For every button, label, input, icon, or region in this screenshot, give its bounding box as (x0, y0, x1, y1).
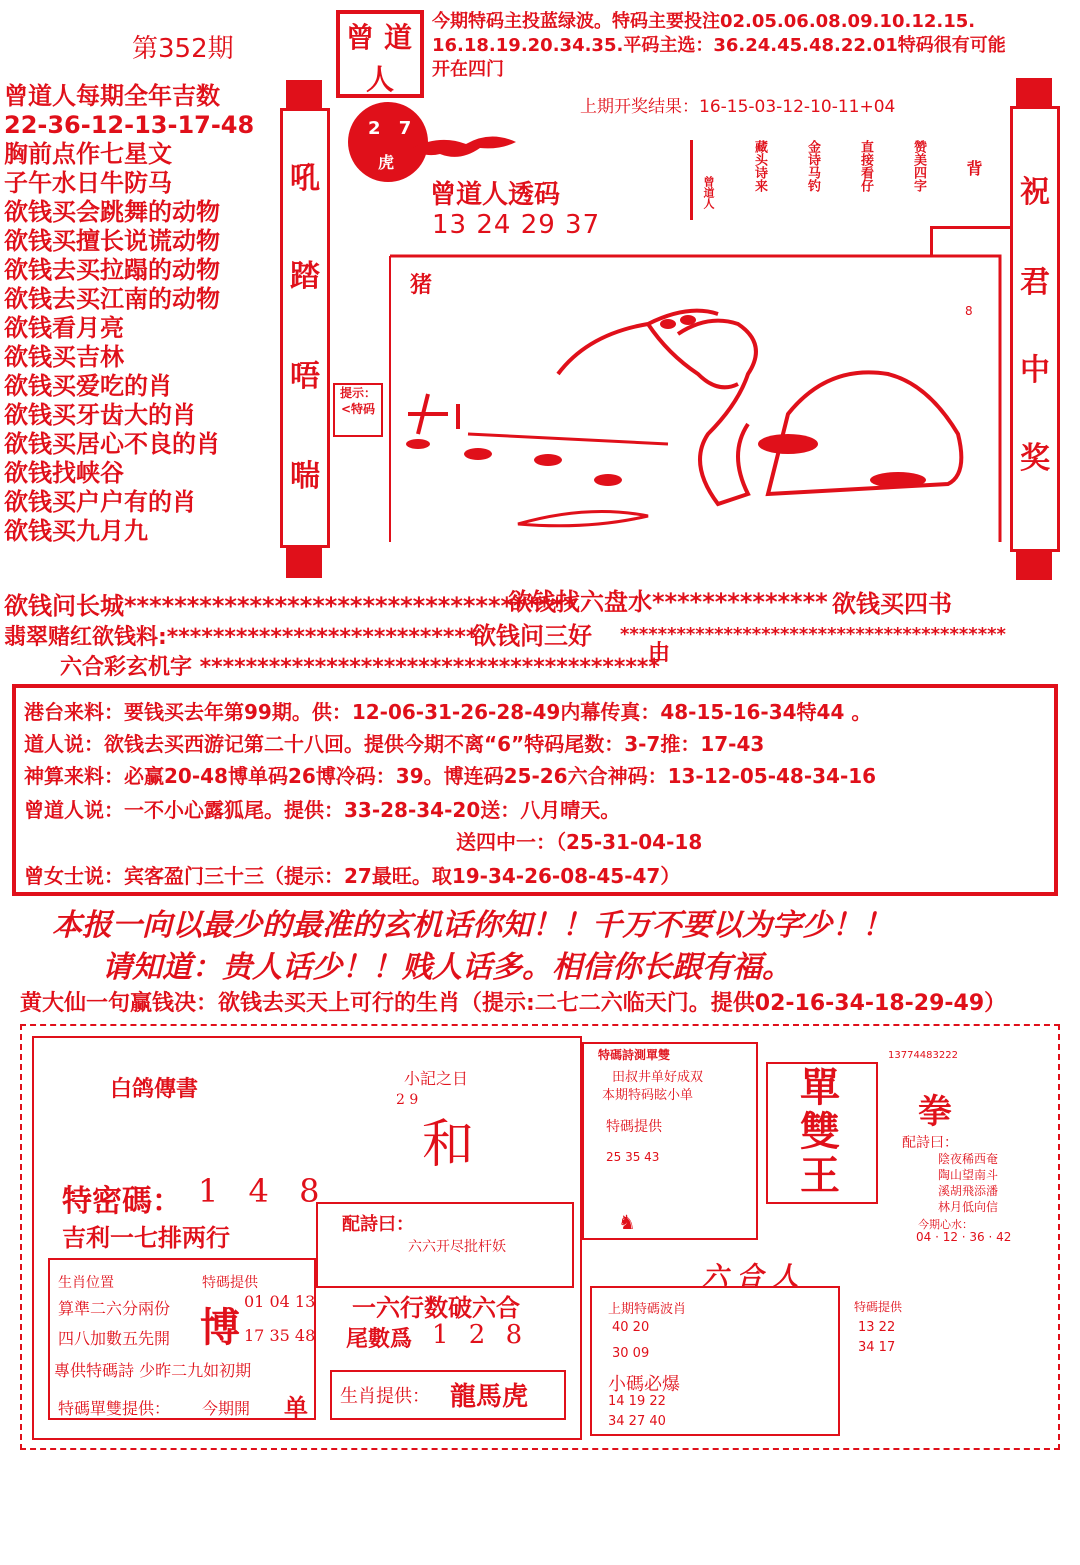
info-row: 港台来料：要钱买去年第99期。供：12-06-31-26-28-49内幕传真：48-15-16-34特44 。 (24, 700, 872, 724)
left-list-item: 欲钱去买江南的动物 (4, 285, 220, 313)
stamp-char: 人 (366, 63, 395, 96)
tg-nums: 17 35 48 (244, 1326, 316, 1345)
reveal-numbers: 13 24 29 37 (432, 210, 601, 240)
info-row: 送四中一：（25-31-04-18 (456, 830, 703, 854)
poem-col: 藏头诗来 (752, 140, 767, 192)
slogan: 本报一向以最少的最准的玄机话你知！！千万不要以为字少！！ (52, 908, 892, 943)
ds-label: 特碼單雙提供： (58, 1399, 171, 1418)
mid-line-2c: ***************************************** (620, 624, 1006, 645)
mid-line-2a: 翡翠赌红欲钱料:*************************** (4, 625, 478, 650)
notice-line: 16.18.19.20.34.35.平码主选：36.24.45.48.22.01特码很有可能 (432, 35, 1006, 56)
sc-title: 上期特碼波肖 (608, 1302, 687, 1317)
notice-line: 开在四门 (432, 59, 504, 80)
left-list-item: 欲钱看月亮 (4, 314, 124, 342)
left-list-item: 欲钱买居心不良的肖 (4, 430, 220, 458)
sx-title: 生肖位置 (58, 1275, 114, 1291)
tg-nums: 01 04 13 (244, 1292, 316, 1311)
right-scroll-cap-top (1016, 78, 1052, 106)
te-label: 特密碼： (62, 1184, 182, 1219)
left-list-item: 欲钱买九月九 (4, 517, 148, 545)
center-nums: 2 9 (396, 1092, 419, 1108)
mid-line-1a: 欲钱问长城************************************ (4, 592, 576, 620)
bj-title: 白鸽傳書 (110, 1076, 199, 1102)
sc-nums: 30 09 (612, 1346, 650, 1361)
info-row: 曾道人说：一不小心露狐尾。提供：33-28-34-20送：八月晴天。 (24, 798, 621, 822)
left-list-item: 欲钱买会跳舞的动物 (4, 198, 220, 226)
logo-stamp (336, 10, 424, 98)
huang-line: 黄大仙一句赢钱决：欲钱去买天上可行的生肖（提示:二七二六临天门。提供02-16-34-18-29-49） (20, 991, 1007, 1016)
tm-line: 田叔井单好成双 (612, 1070, 704, 1085)
scroll-char: 喘 (290, 459, 320, 494)
tm-line: 本期特码眩小单 (602, 1088, 694, 1103)
poem-r: 溪胡飛添潘 (938, 1184, 999, 1198)
rb-nums: 13 22 (858, 1320, 896, 1335)
left-scroll (280, 108, 330, 548)
left-list-item: 子午水日牛防马 (4, 169, 172, 197)
mid-line-1b: 欲钱找六盘水************** (508, 588, 828, 616)
mid-line-2b: 欲钱问三好 (472, 622, 592, 650)
xm-nums: 34 27 40 (608, 1414, 666, 1429)
top-notice (432, 10, 1072, 82)
scroll-char: 祝 (1020, 175, 1050, 210)
scroll-char: 唔 (290, 359, 320, 394)
poem-r: 陰夜稀西奄 (938, 1152, 999, 1166)
jq-label: 今期心水： (918, 1218, 973, 1231)
sxp-vals: 龍馬虎 (450, 1382, 529, 1412)
stamp-char: 曾 (346, 21, 375, 54)
hint-box: 提示：<特码 (333, 383, 383, 437)
dsw-char: 單 (800, 1064, 840, 1111)
poem-r: 陶山望南斗 (938, 1168, 999, 1182)
slogan: 请知道：贵人话少！！贱人话多。相信你长跟有福。 (102, 950, 792, 985)
liuhe-banner: 六 合 人 (702, 1262, 799, 1292)
left-list (4, 82, 279, 546)
ds-val: 单 (284, 1393, 308, 1422)
tm-tg: 特碼提供 (606, 1119, 662, 1135)
tg-title: 特碼提供 (202, 1275, 258, 1291)
cloud-icon (410, 128, 520, 168)
mid-line-3b: 由 (648, 641, 671, 666)
info-row: 道人说：欲钱去买西游记第二十八回。提供今期不离“6”特码尾数：3-7推：17-43 (24, 732, 765, 756)
horse-icon: ♞ (618, 1210, 636, 1234)
notice-line: 今期特码主投蓝绿波。特码主要投注02.05.06.08.09.10.12.15. (432, 11, 976, 32)
left-list-item: 欲钱去买拉蹋的动物 (4, 256, 220, 284)
art-label-pig: 猪 (410, 273, 433, 298)
dsw-char: 王 (800, 1152, 840, 1199)
left-list-item: 欲钱找峡谷 (4, 459, 124, 487)
left-list-item: 欲钱买户户有的肖 (4, 488, 196, 516)
scroll-char: 中 (1020, 353, 1050, 388)
art-illustration (388, 254, 1003, 544)
scroll-char: 君 (1020, 265, 1050, 300)
info-row: 曾女士说：宾客盈门三十三（提示：27最旺。取19-34-26-08-45-47） (24, 864, 681, 888)
sx-line: 四八加數五先開 (58, 1329, 171, 1348)
left-list-item: 欲钱买牙齿大的肖 (4, 401, 196, 429)
jl-line: 吉利一七排两行 (62, 1223, 230, 1252)
poem-r: 林月低向信 (938, 1200, 999, 1214)
tm-poem: 專供特碼詩 少昨二九如初期 (54, 1361, 252, 1380)
yl-line: 一六行数破六合 (352, 1294, 520, 1322)
right-char: 拳 (918, 1092, 952, 1132)
last-result: 上期开奖结果：16-15-03-12-10-11+04 (580, 97, 896, 117)
sxp-label: 生肖提供： (340, 1386, 430, 1407)
dsw-char: 雙 (800, 1108, 840, 1155)
left-list-item: 欲钱买爱吃的肖 (4, 372, 172, 400)
sc-nums: 40 20 (612, 1320, 650, 1335)
jq-nums: 04 · 12 · 36 · 42 (916, 1230, 1012, 1244)
poem-col: 直接看仔 (858, 140, 873, 192)
pei2-label: 配詩曰： (902, 1135, 958, 1151)
poem-col: 背 (964, 160, 983, 176)
scroll-char: 踏 (290, 259, 320, 294)
left-list-item: 欲钱买擅长说谎动物 (4, 227, 220, 255)
left-scroll-cap-bottom (286, 548, 322, 578)
scroll-char: 奖 (1020, 441, 1050, 476)
moon-numbers: 2 7 (368, 118, 418, 139)
right-scroll-cap-bottom (1016, 552, 1052, 580)
poem-col: 金诗马钓 (805, 140, 820, 192)
tm-title: 特碼詩測單雙 (598, 1048, 671, 1062)
vertical-poem (700, 140, 985, 209)
left-scroll-cap-top (286, 80, 322, 108)
phone: 13774483222 (888, 1050, 958, 1061)
poem-col: 赞美四字 (911, 140, 926, 192)
left-list-item: 22-36-12-13-17-48 (4, 111, 255, 139)
moon-zodiac: 虎 (378, 153, 395, 172)
poem-frame (930, 226, 1013, 257)
bottom-panel (20, 1024, 1060, 1450)
rb-title: 特碼提供 (854, 1300, 903, 1314)
art-scene (388, 254, 1003, 544)
left-list-item: 胸前点作七星文 (4, 140, 172, 168)
left-list-item: 曾道人每期全年吉数 (4, 82, 220, 110)
poem-col: 曾道人 (702, 176, 715, 209)
center-top: 小記之日 (404, 1069, 469, 1088)
pei-label: 配詩曰： (342, 1214, 414, 1235)
tg-big: 博 (200, 1304, 240, 1351)
stamp-char: 道 (384, 21, 413, 54)
ws-nums: 1 2 8 (432, 1320, 529, 1350)
pei-line: 六六开尽批杆妖 (408, 1239, 506, 1255)
info-box (12, 684, 1058, 896)
he-char: 和 (422, 1115, 475, 1175)
tm-nums: 25 35 43 (606, 1150, 660, 1164)
sx-line: 算準二六分兩份 (58, 1299, 171, 1318)
scroll-char: 吼 (290, 161, 320, 196)
info-row: 神算来料：必赢20-48博单码26博冷码：39。博连码25-26六合神码：13-12-05-48-34-16 (24, 764, 877, 788)
right-scroll (1010, 106, 1060, 552)
ds-mid: 今期開 (202, 1399, 251, 1418)
issue-number: 第352期 (132, 34, 234, 64)
ws-label: 尾數爲 (346, 1326, 413, 1352)
art-label-8: 8 (965, 304, 973, 318)
left-list-item: 欲钱买吉林 (4, 343, 124, 371)
reveal-title: 曾道人透码 (430, 180, 561, 210)
te-nums: 1 4 8 (198, 1172, 330, 1210)
xm-nums: 14 19 22 (608, 1394, 666, 1409)
xm-title: 小碼必爆 (608, 1374, 680, 1395)
mid-line-3a: 六合彩玄机字 **************************************** (60, 655, 660, 680)
mid-line-1c: 欲钱买四书 (832, 590, 952, 618)
rb-nums: 34 17 (858, 1340, 896, 1355)
